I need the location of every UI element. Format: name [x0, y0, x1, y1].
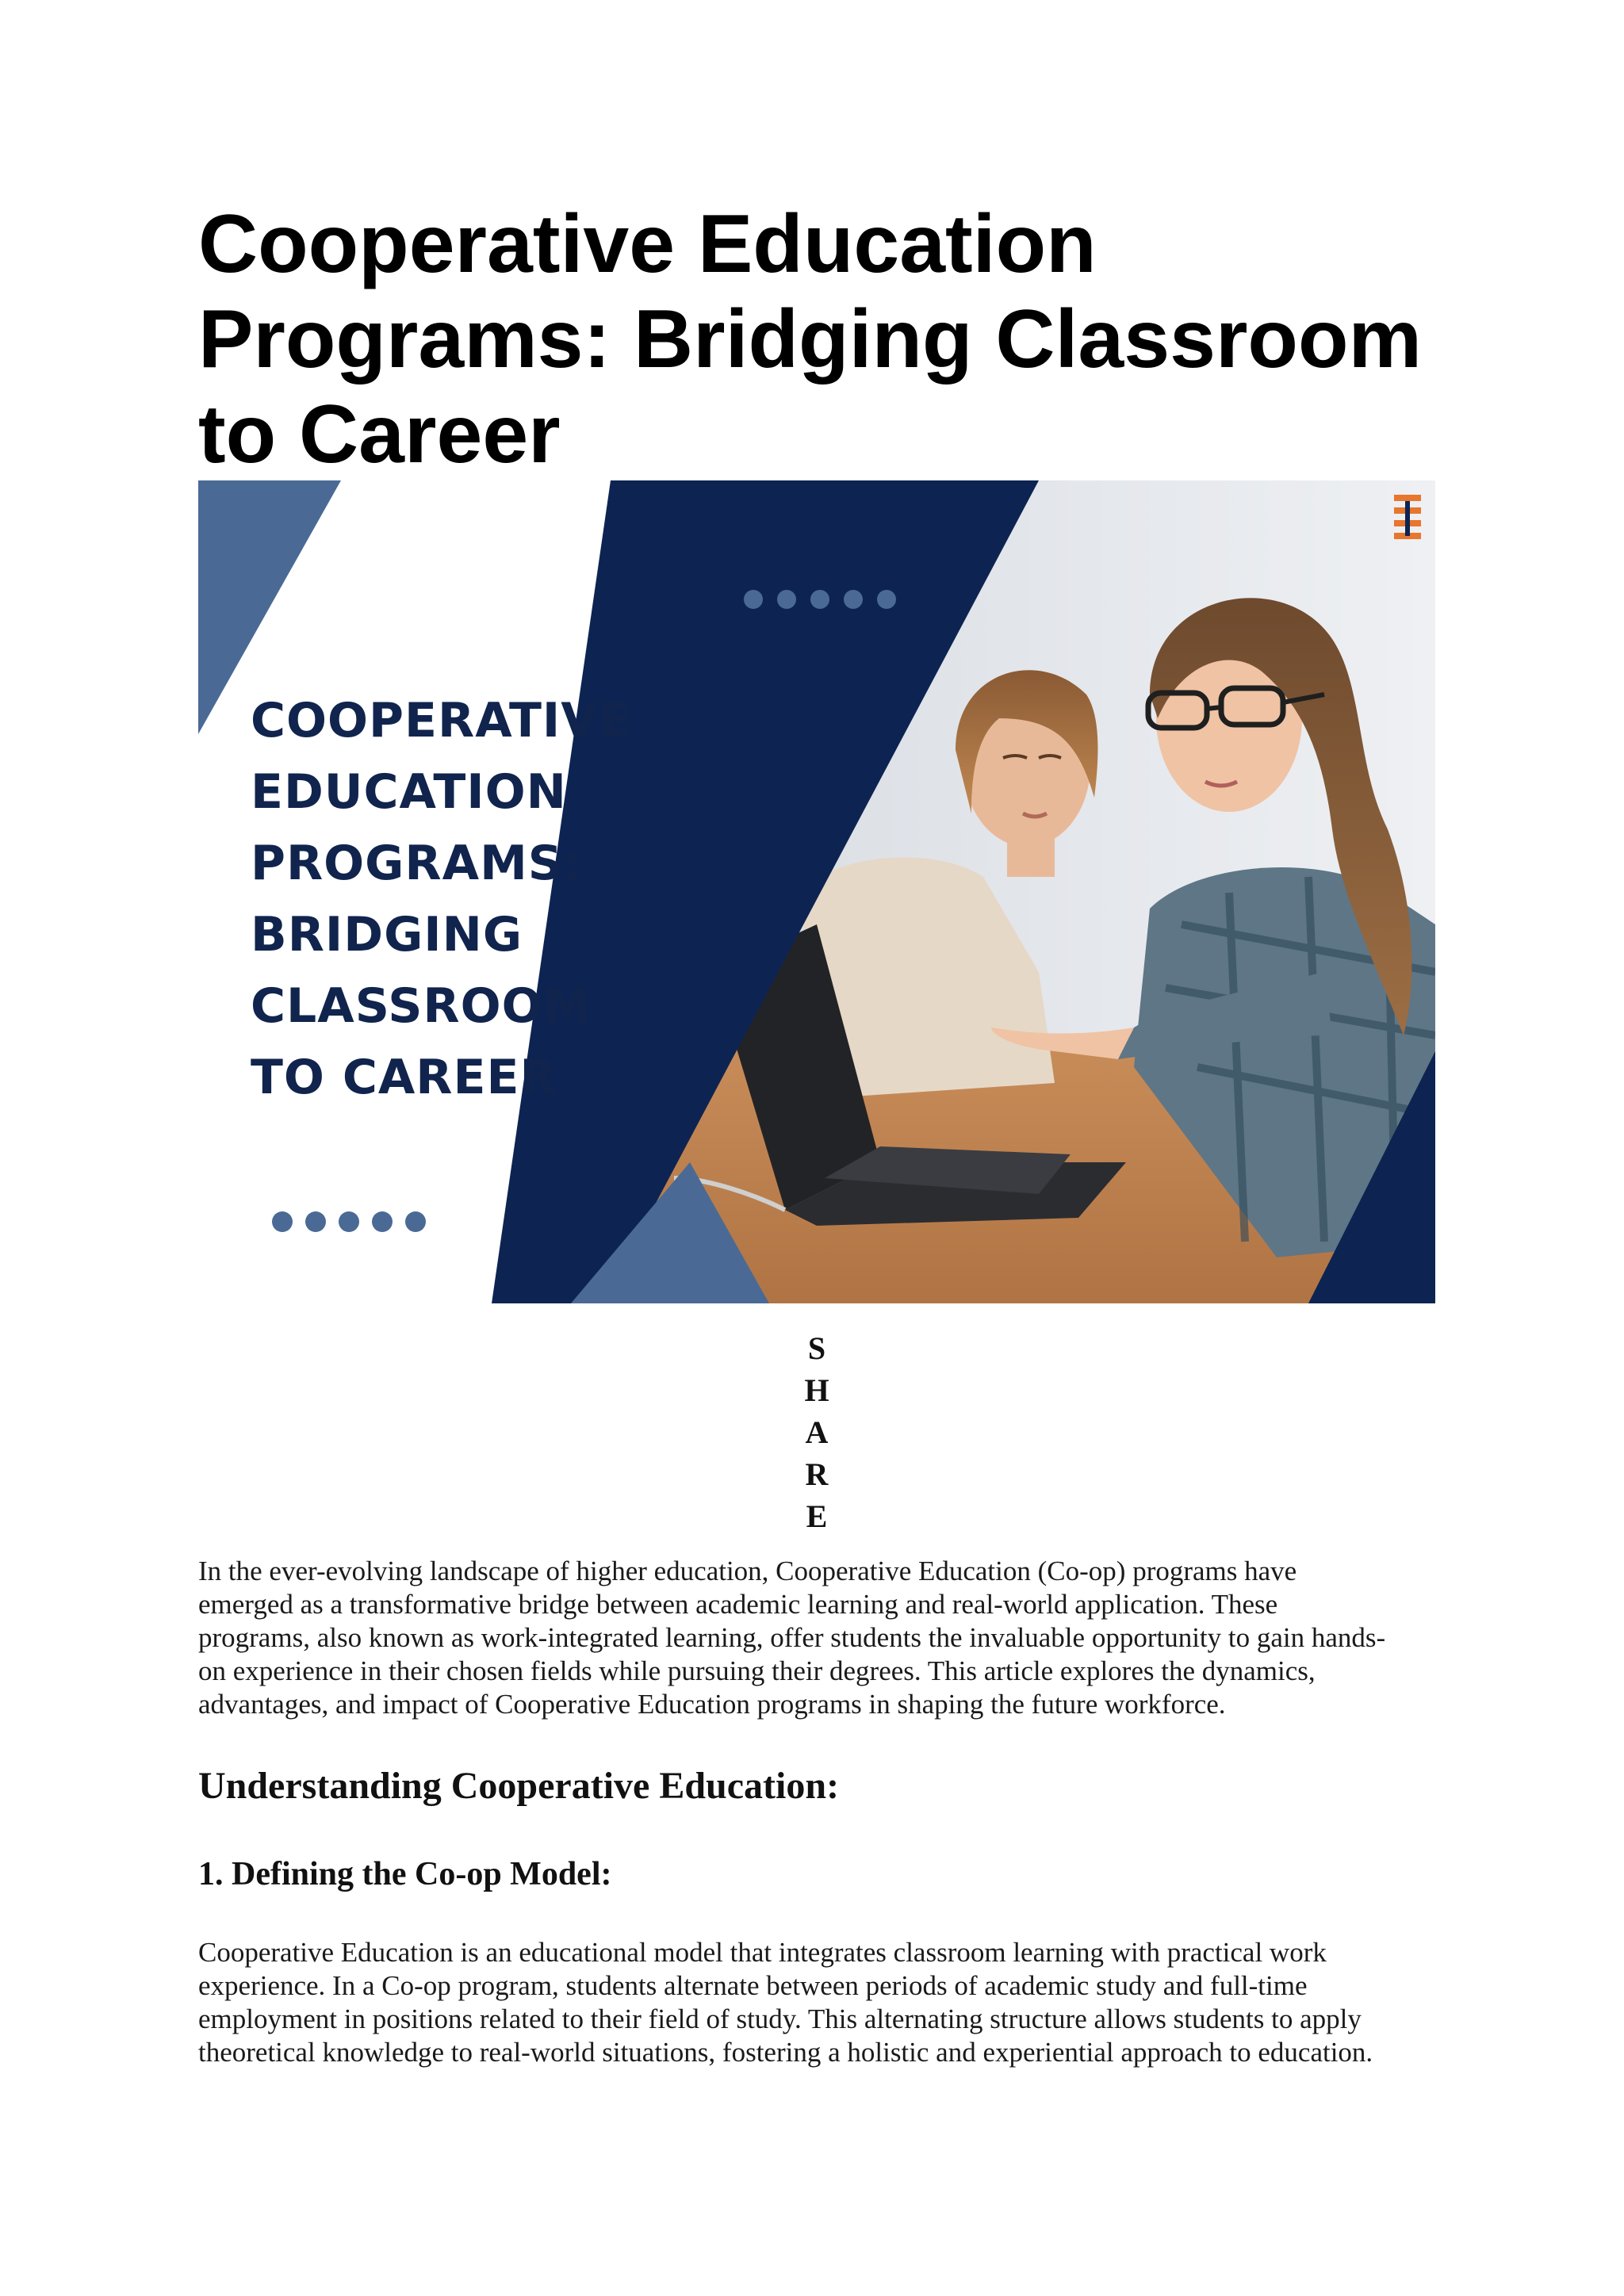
text-line: employment in positions related to their field of study. This alternating structure allows students to apply: [198, 2003, 1362, 2034]
share-letter: A: [805, 1414, 829, 1450]
title-line: to Career: [198, 388, 561, 480]
share-letter: H: [804, 1372, 829, 1408]
hero-headline: [251, 685, 632, 1113]
intro-paragraph: [198, 1555, 1435, 1721]
share-letter: R: [805, 1456, 829, 1492]
hero-headline-line: CLASSROOM: [251, 978, 592, 1034]
hero-headline-line: COOPERATIVE: [251, 693, 632, 748]
brand-logo-icon: [1394, 495, 1421, 539]
subsection-heading: 1. Defining the Co-op Model:: [198, 1856, 612, 1892]
text-line: advantages, and impact of Cooperative Education programs in shaping the future workforce.: [198, 1689, 1226, 1720]
text-line: theoretical knowledge to real-world situations, fostering a holistic and experiential approach to education.: [198, 2037, 1373, 2068]
text-line: programs, also known as work-integrated learning, offer students the invaluable opportunity to gain hands-: [198, 1622, 1386, 1653]
text-line: In the ever-evolving landscape of higher education, Cooperative Education (Co-op) programs have: [198, 1556, 1297, 1586]
article-title: [198, 197, 1435, 482]
hero-headline-line: EDUCATION: [251, 764, 567, 820]
body-paragraph: [198, 1936, 1435, 2069]
hero-headline-line: BRIDGING: [251, 907, 523, 962]
share-label[interactable]: [198, 1327, 1435, 1537]
hero-headline-line: PROGRAMS:: [251, 836, 583, 891]
dots-bottom: [272, 1211, 426, 1232]
title-line: Cooperative Education: [198, 198, 1097, 290]
share-letter: E: [806, 1498, 828, 1534]
section-heading: Understanding Cooperative Education:: [198, 1765, 840, 1807]
text-line: emerged as a transformative bridge between academic learning and real-world application. These: [198, 1589, 1278, 1620]
text-line: experience. In a Co-op program, students alternate between periods of academic study and full-time: [198, 1970, 1308, 2001]
text-line: on experience in their chosen fields while pursuing their degrees. This article explores the dynamics,: [198, 1655, 1316, 1686]
title-line: Programs: Bridging Classroom: [198, 293, 1422, 385]
hero-banner-image: [198, 480, 1435, 1303]
text-line: Cooperative Education is an educational model that integrates classroom learning with practical work: [198, 1937, 1327, 1968]
hero-headline-line: TO CAREER: [251, 1050, 557, 1105]
share-letter: S: [807, 1330, 826, 1366]
